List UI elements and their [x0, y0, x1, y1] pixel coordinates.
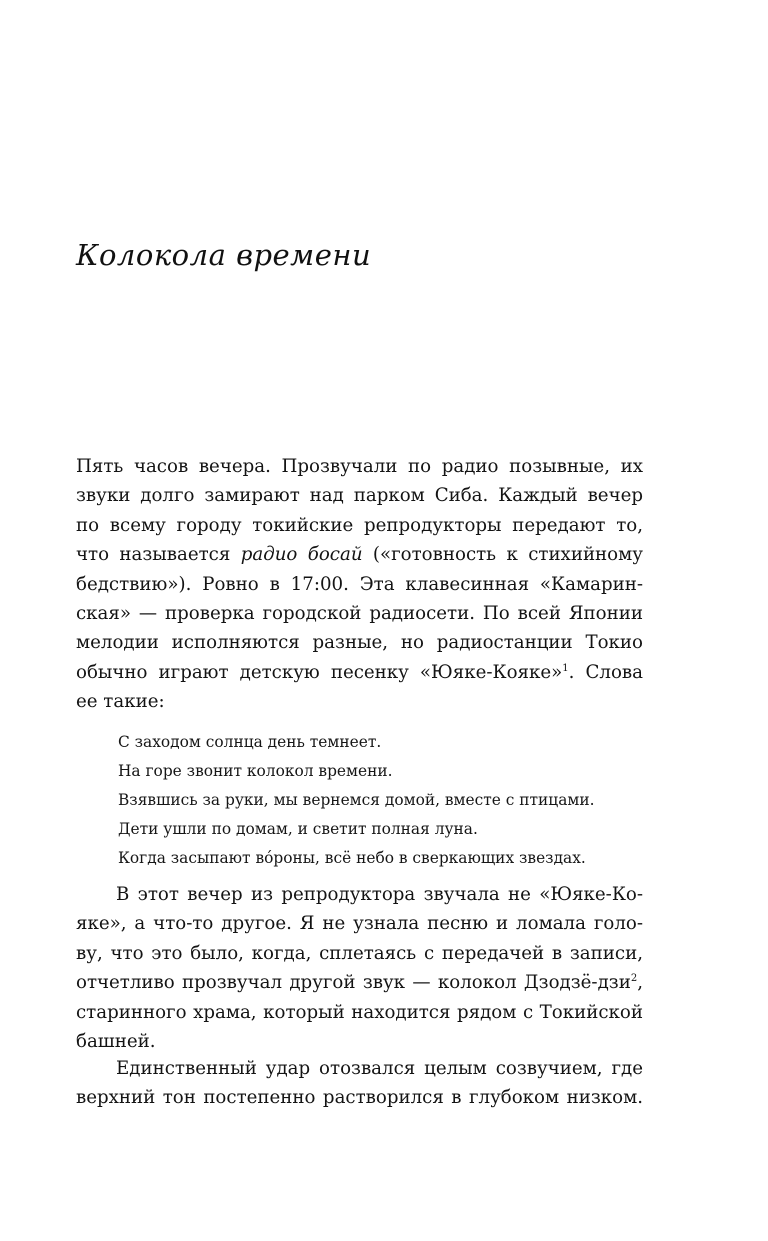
lyric-line: Взявшись за руки, мы вернемся домой, вместе с птицами.	[118, 791, 595, 809]
text-line	[76, 939, 643, 968]
lyric-line: Когда засыпают вóроны, всё небо в сверкающих звездах.	[118, 849, 586, 867]
text-line-content: отчетливо прозвучал другой звук — колокол Дзодзё-дзи	[76, 972, 631, 994]
text-line-content: по всему городу токийские репродукторы передают то,	[76, 514, 643, 536]
text-line	[76, 909, 643, 938]
text-line-content: В этот вечер из репродуктора звучала не «Юяке-Ко-	[116, 884, 643, 905]
text-line	[76, 998, 643, 1027]
chapter-title: Колокола времени	[76, 238, 372, 272]
text-line-content: верхний тон постепенно растворился в глубоком низком.	[76, 1087, 643, 1109]
text-line-content: звуки долго замирают над парком Сиба. Каждый вечер	[76, 485, 643, 507]
text-line	[76, 511, 643, 540]
text-line	[76, 570, 643, 599]
footnote-marker: 2	[630, 973, 638, 985]
italic-term: радио босай	[240, 544, 363, 566]
lyric-line: Дети ушли по домам, и светит полная луна.	[118, 820, 478, 838]
lyric-line: На горе звонит колокол времени.	[118, 762, 393, 780]
text-line-content: яке», а что-то другое. Я не узнала песню и ломала голо-	[76, 913, 643, 935]
paragraph-bell	[76, 1054, 643, 1113]
text-line-content: башней.	[76, 1030, 156, 1052]
text-line-content: Пять часов вечера. Прозвучали по радио позывные, их	[76, 456, 643, 477]
lyric-line: С заходом солнца день темнеет.	[118, 733, 382, 751]
text-line-content: обычно играют детскую песенку «Юяке-Кояке»	[76, 661, 563, 683]
text-line-content: ее такие:	[76, 691, 165, 713]
footnote-marker: 1	[562, 662, 569, 674]
text-line-content: ,	[637, 972, 643, 994]
text-line	[76, 452, 643, 481]
text-line	[76, 1083, 643, 1112]
text-line-content: («готовность к стихийному	[362, 544, 643, 566]
text-line-content: мелодии исполняются разные, но радиостанции Токио	[76, 632, 643, 654]
text-line	[76, 481, 643, 510]
text-line	[76, 599, 643, 628]
song-lyrics	[118, 728, 595, 873]
text-line	[76, 540, 643, 569]
text-line	[76, 628, 643, 657]
text-line	[76, 1054, 643, 1083]
text-line	[76, 658, 643, 687]
text-line	[76, 880, 643, 909]
text-line-content: Единственный удар отозвался целым созвучием, где	[116, 1058, 643, 1079]
paragraph-intro	[76, 452, 643, 717]
text-line-content: бедствию»). Ровно в 17:00. Эта клавесинная «Камарин-	[76, 573, 643, 595]
text-line-content: . Слова	[568, 661, 643, 683]
text-line	[76, 1027, 643, 1056]
text-line-content: ву, что это было, когда, сплетаясь с передачей в записи,	[76, 942, 643, 964]
text-line-content: что называется	[76, 544, 241, 566]
paragraph-evening	[76, 880, 643, 1056]
text-line-content: ская» — проверка городской радиосети. По всей Японии	[76, 602, 643, 624]
text-line	[76, 968, 643, 997]
text-line-content: старинного храма, который находится рядом с Токийской	[76, 1001, 643, 1023]
text-line	[76, 687, 643, 716]
